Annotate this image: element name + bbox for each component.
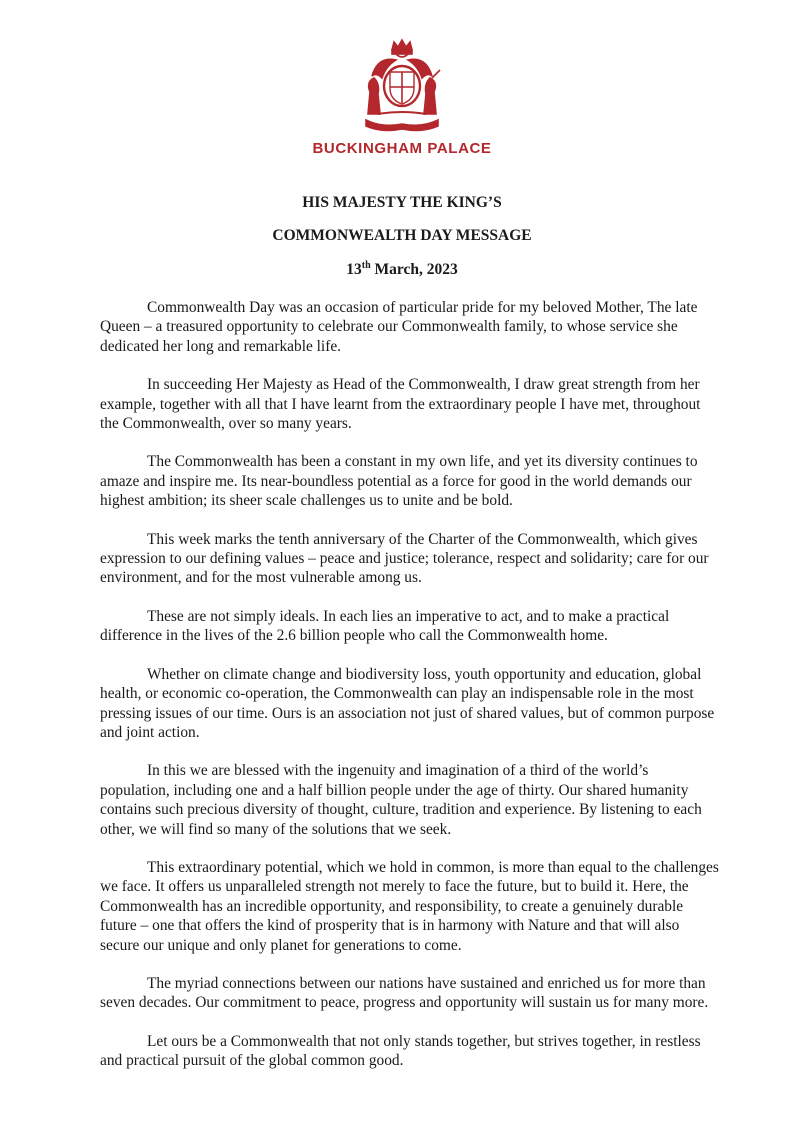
title-line-1: HIS MAJESTY THE KING’S [302, 194, 502, 211]
royal-coat-of-arms-icon [342, 36, 462, 136]
paragraph: The myriad connections between our nations have sustained and enriched us for more than seven decades. Our commitment to peace, progress and opportunity will sustain us for many more. [100, 974, 709, 1012]
institution-name: BUCKINGHAM PALACE [312, 140, 492, 157]
paragraph: These are not simply ideals. In each lies an imperative to act, and to make a practical difference in the lives of the 2.6 billion people who call the Commonwealth home. [100, 607, 670, 645]
date-rest: March, 2023 [370, 261, 458, 279]
date-day: 13 [346, 261, 362, 279]
paragraph: This week marks the tenth anniversary of the Charter of the Commonwealth, which gives expression to our defining values – peace and justice; tolerance, respect and solidarity; care for our environment, and for the most vulnerable among us. [100, 530, 709, 587]
paragraph: The Commonwealth has been a constant in my own life, and yet its diversity continues to amaze and inspire me. Its near-boundless potential as a force for good in the world demands our highest ambition; its sheer scale challenges us to unite and be bold. [100, 453, 698, 510]
date-suffix: th [361, 260, 371, 271]
paragraph: In succeeding Her Majesty as Head of the Commonwealth, I draw great strength from her example, together with all that I have learnt from the extraordinary people I have met, throughout the Commonwealth, over so many years. [100, 376, 701, 433]
paragraph: Let ours be a Commonwealth that not only stands together, but strives together, in restless and practical pursuit of the global common good. [100, 1032, 701, 1070]
paragraph: Commonwealth Day was an occasion of particular pride for my beloved Mother, The late Queen – a treasured opportunity to celebrate our Commonwealth family, to whose service she dedicated her long and remarkable life. [100, 299, 698, 355]
message-heading [0, 194, 804, 279]
paragraph: This extraordinary potential, which we hold in common, is more than equal to the challenges we face. It offers us unparalleled strength not merely to face the future, but to build it. Here, the Commonwealth has an incredible opportunity, and responsibility, to create a genuinely durable future – one that offers the kind of prosperity that is in harmony with Nature and that will also secure our unique and only planet for generations to come. [100, 858, 719, 954]
message-body [100, 298, 720, 1090]
title-line-2: COMMONWEALTH DAY MESSAGE [272, 227, 532, 244]
paragraph: Whether on climate change and biodiversity loss, youth opportunity and education, global health, or economic co-operation, the Commonwealth can play an indispensable role in the most pressing issues of our time. Ours is an association not just of shared values, but of common purpose and joint action. [100, 665, 715, 741]
message-date [0, 260, 804, 279]
paragraph: In this we are blessed with the ingenuity and imagination of a third of the world’s population, including one and a half billion people under the age of thirty. Our shared humanity contains such precious diversity of thought, culture, tradition and experience. By listening to each other, we will find so many of the solutions that we seek. [100, 762, 702, 838]
